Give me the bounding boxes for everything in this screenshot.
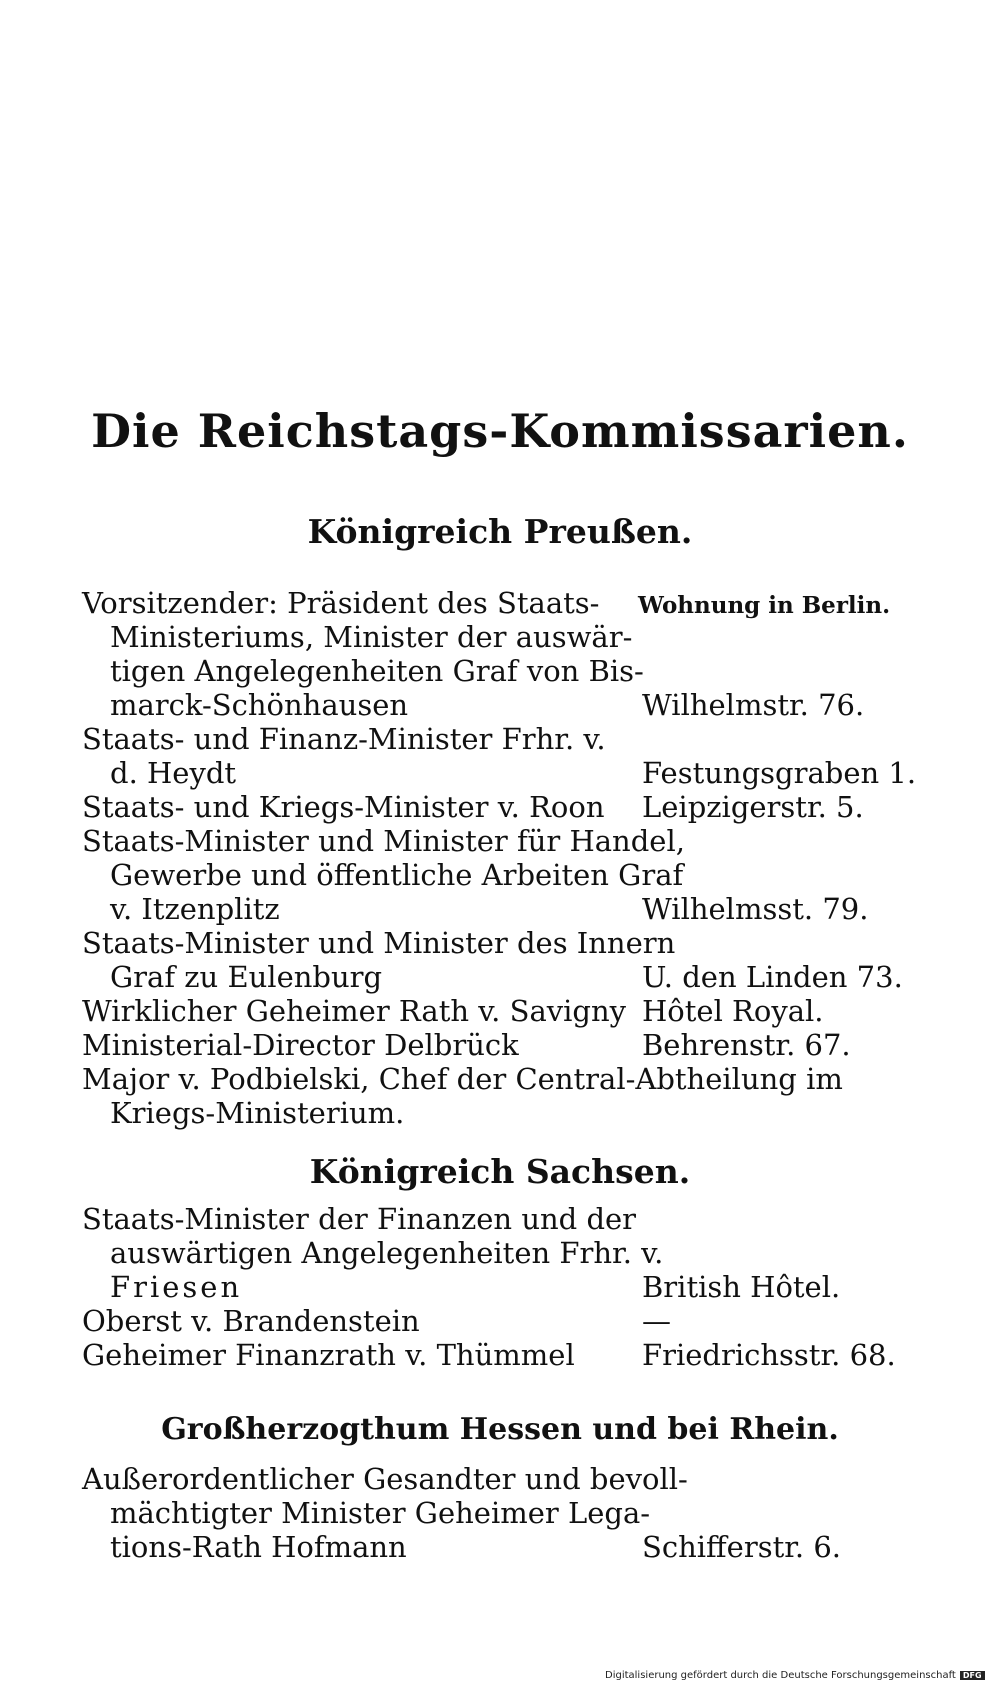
footer-text: Digitalisierung gefördert durch die Deutsche Forschungsgemeinschaft xyxy=(605,1670,956,1681)
dfg-logo: DFG xyxy=(960,1671,985,1680)
entry-roon xyxy=(82,790,902,824)
entry-line: Staats- und Kriegs-Minister v. Roon xyxy=(82,790,605,824)
entry-itzenplitz xyxy=(82,824,902,926)
entry-line: d. Heydt xyxy=(110,756,237,790)
entry-friesen xyxy=(82,1202,902,1304)
entry-line: Ministeriums, Minister der auswär- xyxy=(110,620,633,654)
section-heading-prussia: Königreich Preußen. xyxy=(307,512,693,551)
entry-line: Vorsitzender: Präsident des Staats- xyxy=(82,586,600,620)
entry-line: Graf zu Eulenburg xyxy=(110,960,383,994)
section-heading-saxony: Königreich Sachsen. xyxy=(309,1152,691,1191)
entry-line: Major v. Podbielski, Chef der Central-Abtheilung im xyxy=(82,1062,843,1096)
entry-line: Außerordentlicher Gesandter und bevoll- xyxy=(82,1462,688,1496)
entry-line: Staats- und Finanz-Minister Frhr. v. xyxy=(82,722,606,756)
entry-line: Oberst v. Brandenstein xyxy=(82,1304,420,1338)
entry-line: Ministerial-Director Delbrück xyxy=(82,1028,519,1062)
entry-savigny xyxy=(82,994,902,1028)
entry-line: tigen Angelegenheiten Graf von Bis- xyxy=(110,654,644,688)
entry-address: — xyxy=(642,1304,671,1338)
entry-line: Geheimer Finanzrath v. Thümmel xyxy=(82,1338,575,1372)
entry-address: Friedrichsstr. 68. xyxy=(642,1338,896,1372)
entry-podbielski xyxy=(82,1062,902,1130)
entry-address: Schifferstr. 6. xyxy=(642,1530,842,1564)
entry-line: Kriegs-Ministerium. xyxy=(110,1096,405,1130)
entry-line: auswärtigen Angelegenheiten Frhr. v. xyxy=(110,1236,664,1270)
entry-heydt xyxy=(82,722,917,790)
entry-address: Behrenstr. 67. xyxy=(642,1028,851,1062)
entry-line: Gewerbe und öffentliche Arbeiten Graf xyxy=(110,858,684,892)
digitization-footer xyxy=(605,1670,985,1681)
page-title: Die Reichstags-Kommissarien. xyxy=(91,404,909,458)
entry-address: Hôtel Royal. xyxy=(642,994,824,1028)
entry-delbrueck xyxy=(82,1028,902,1062)
entry-address: Wilhelmsst. 79. xyxy=(642,892,869,926)
entry-address: British Hôtel. xyxy=(642,1270,841,1304)
entry-address: Festungsgraben 1. xyxy=(642,756,917,790)
entry-line: mächtigter Minister Geheimer Lega- xyxy=(110,1496,651,1530)
entry-eulenburg xyxy=(82,926,902,994)
entry-thuemmel xyxy=(82,1338,902,1372)
entry-line: Staats-Minister und Minister für Handel, xyxy=(82,824,685,858)
entry-address: Wilhelmstr. 76. xyxy=(642,688,865,722)
entry-line: marck-Schönhausen xyxy=(110,688,409,722)
entry-address: U. den Linden 73. xyxy=(642,960,903,994)
entry-bismarck xyxy=(82,586,902,722)
entry-address: Leipzigerstr. 5. xyxy=(642,790,864,824)
entry-brandenstein xyxy=(82,1304,902,1338)
entry-line: Staats-Minister und Minister des Innern xyxy=(82,926,676,960)
section-heading-hesse: Großherzogthum Hessen und bei Rhein. xyxy=(161,1412,839,1447)
entry-line: v. Itzenplitz xyxy=(110,892,280,926)
entry-line: Wirklicher Geheimer Rath v. Savigny xyxy=(82,994,627,1028)
entry-line: Friesen xyxy=(110,1270,243,1304)
entry-hofmann xyxy=(82,1462,902,1564)
entry-line: tions-Rath Hofmann xyxy=(110,1530,407,1564)
address-column-label: Wohnung in Berlin. xyxy=(638,592,891,619)
entry-line: Staats-Minister der Finanzen und der xyxy=(82,1202,637,1236)
